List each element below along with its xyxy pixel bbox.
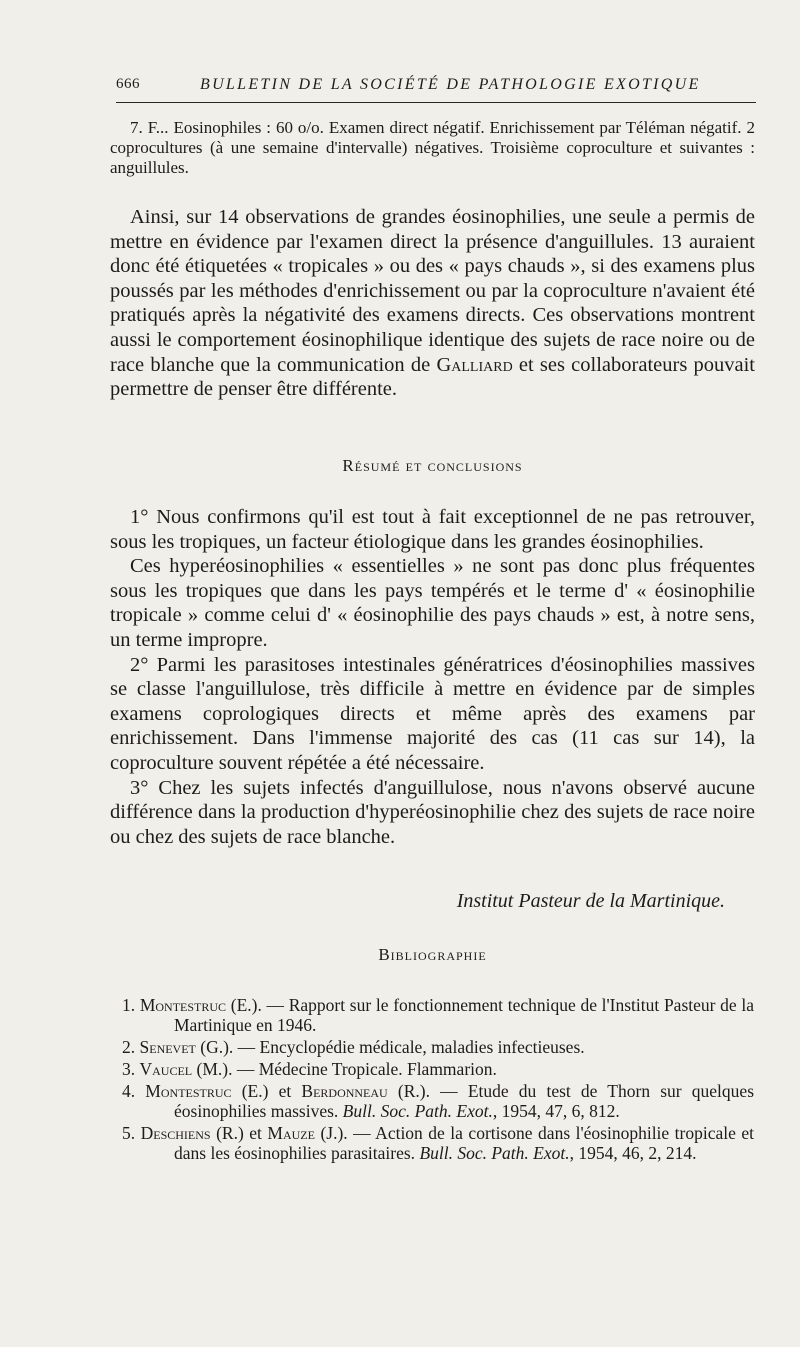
bib-num: 3. [122,1059,136,1079]
bib-rest: (E.) et [231,1081,302,1101]
bib-entry-2 [104,1037,754,1057]
resume-title: Résumé et conclusions [342,456,523,475]
conclusion-2: 2° Parmi les parasitoses intestinales génératrices d'éosinophilies massives se classe l'anguillulose, très difficile à mettre en évidence par de simples examens coprologiques directs et même après des examens par enrichissement. Dans l'immense majorité des cas (11 cas sur 14), la coproculture souvent répétée a été nécessaire. [110,653,755,774]
bibliography-heading [110,945,755,965]
bibliography-list [104,995,754,1165]
bib-author: Senevet [139,1037,196,1057]
bib-author-2: Mauze [267,1123,315,1143]
bib-rest: (E.). — Rapport sur le fonctionnement technique de l'Institut Pasteur de la Martinique en 1946. [174,995,754,1035]
bib-rest: (M.). — Médecine Tropicale. Flammarion. [192,1059,497,1079]
bib-author: Montestruc [145,1081,232,1101]
bib-num: 5. [122,1123,136,1143]
observation-7-text: 7. F... Eosinophiles : 60 o/o. Examen direct négatif. Enrichissement par Téléman négatif. 2 coprocultures (à une semaine d'intervalle) négatives. Troisième coproculture et suivantes : anguillules. [110,118,755,177]
bib-author: Montestruc [139,995,227,1015]
bib-journal: Bull. Soc. Path. Exot. [342,1101,493,1121]
conclusion-1: 1° Nous confirmons qu'il est tout à fait exceptionnel de ne pas retrouver, sous les tropiques, un facteur étiologique dans les grandes éosinophilies. [110,506,755,553]
page-number: 666 [116,76,140,92]
bib-rest: (J.). — Action de la cortisone dans l'éosinophilie tropicale et dans les éosinophilies parasitaires. [174,1123,755,1163]
bib-num: 2. [122,1037,136,1057]
conclusion-3: 3° Chez les sujets infectés d'anguillulose, nous n'avons observé aucune différence dans la production d'hyperéosinophilie chez des sujets de race noire ou chez des sujets de race blanche. [110,776,755,848]
bib-num: 4. [122,1081,136,1101]
bib-entry-5 [104,1123,754,1163]
paragraph-ainsi [110,205,755,402]
bib-rest: , 1954, 46, 2, 214. [569,1143,697,1163]
observation-7 [110,118,755,178]
author-galliard: Galliard [436,353,513,376]
bib-entry-3 [104,1059,754,1079]
signature: Institut Pasteur de la Martinique. [456,890,725,912]
conclusion-1b: Ces hyperéosinophilies « essentielles » ne sont pas donc plus fréquentes sous les tropiques que dans les pays tempérés et le terme d' « éosinophilie tropicale » comme celui d' « éosinophilie des pays chauds » est, à notre sens, un terme impropre. [110,555,755,651]
bib-entry-4 [104,1081,754,1121]
bib-entry-1 [104,995,754,1035]
bib-author: Vaucel [139,1059,193,1079]
bib-rest: (G.). — Encyclopédie médicale, maladies infectieuses. [195,1037,585,1057]
paragraph-ainsi-before: Ainsi, sur 14 observations de grandes éosinophilies, une seule a permis de mettre en évidence par l'examen direct la présence d'anguillules. 13 auraient donc été étiquetées « tropicales » ou des « pays chauds », si des examens plus poussés par les méthodes d'enrichissement ou par la coproculture n'avaient été pratiqués après la négativité des examens directs. Ces observations montrent aussi le comportement éosinophilique identique des sujets de race noire ou de race blanche que la communication de [110,206,755,376]
bib-num: 1. [122,995,136,1015]
bib-author: Deschiens [140,1123,211,1143]
bib-rest: , 1954, 47, 6, 812. [492,1101,620,1121]
running-title: BULLETIN DE LA SOCIÉTÉ DE PATHOLOGIE EXOTIQUE [200,76,701,93]
bibliography-title: Bibliographie [378,945,487,964]
conclusions [110,505,755,849]
bib-rest: (R.) et [210,1123,268,1143]
bib-journal: Bull. Soc. Path. Exot. [419,1143,570,1163]
signature-block [110,890,755,913]
bib-rest: (R.). — Etude du test de Thorn sur quelques éosinophilies massives. [174,1081,754,1121]
page-header [116,72,756,103]
paragraph-ainsi-after: et ses collaborateurs pouvait permettre de penser être différente. [110,353,756,401]
resume-heading [110,456,755,476]
paragraph-ainsi-text [110,205,755,402]
bib-author-2: Berdonneau [301,1081,388,1101]
